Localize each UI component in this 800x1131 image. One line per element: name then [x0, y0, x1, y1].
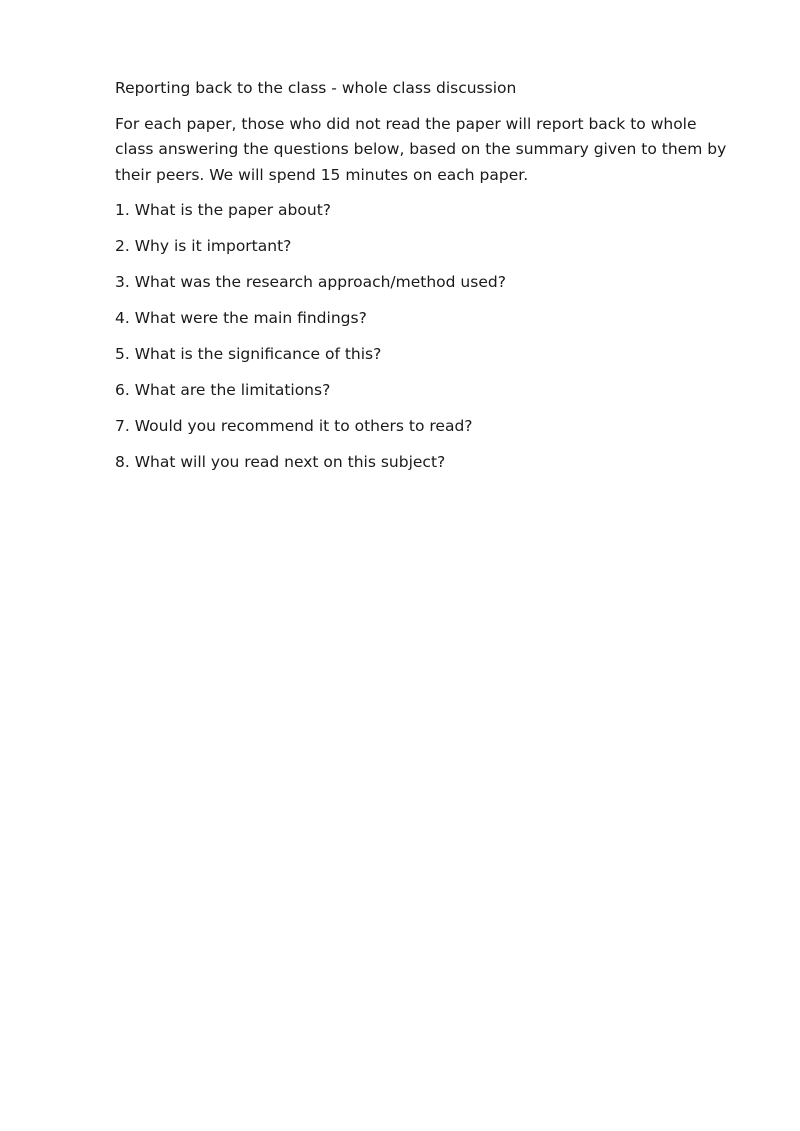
- question-item: 3. What was the research approach/method used?: [115, 273, 506, 291]
- question-item: 8. What will you read next on this subject?: [115, 453, 446, 471]
- document-body: [115, 76, 735, 486]
- question-item: 5. What is the significance of this?: [115, 345, 382, 363]
- question-item: 7. Would you recommend it to others to read?: [115, 417, 473, 435]
- question-item: 4. What were the main findings?: [115, 309, 367, 327]
- question-item: 2. Why is it important?: [115, 237, 292, 255]
- section-heading: Reporting back to the class - whole class discussion: [115, 79, 517, 97]
- question-item: 6. What are the limitations?: [115, 381, 331, 399]
- question-list: [115, 198, 735, 476]
- question-item: 1. What is the paper about?: [115, 201, 332, 219]
- intro-paragraph: For each paper, those who did not read the paper will report back to whole class answering the questions below, based on the summary given to them by their peers. We will spend 15 minutes on each paper.: [115, 114, 727, 184]
